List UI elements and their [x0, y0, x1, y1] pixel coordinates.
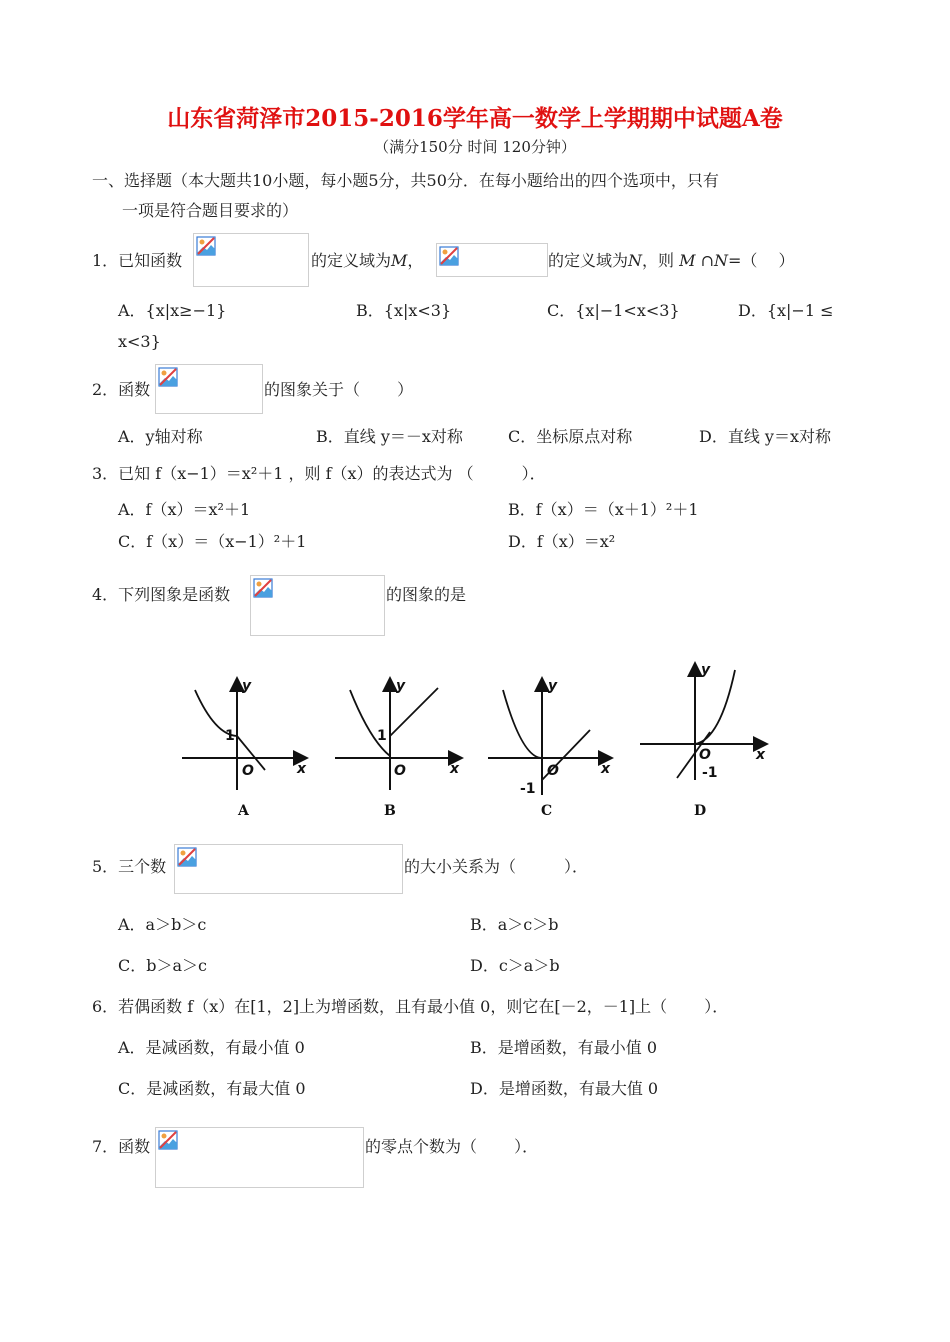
graph-b-y-label: y [396, 678, 406, 694]
q4-formula-image [250, 575, 385, 636]
q6-option-d: D．是增函数，有最大值 0 [470, 1079, 659, 1098]
q3-option-d: D．f（x）＝x² [508, 532, 616, 551]
q6-option-a: A．是减函数，有最小值 0 [118, 1038, 305, 1057]
graph-d-label: D [694, 803, 707, 819]
q3-option-a: A．f（x）＝x²＋1 [118, 500, 251, 519]
q1-text-c: ，则 [642, 251, 675, 270]
q5-option-b: B．a＞c＞b [470, 915, 559, 934]
q1-option-d-cont: x<3} [118, 332, 161, 351]
graph-a-x-label: x [297, 761, 307, 777]
graph-b-tick: 1 [377, 728, 387, 744]
q5-suffix: 的大小关系为（ ）． [404, 857, 589, 876]
broken-image-icon [177, 847, 197, 867]
q3-stem: 3．已知 f（x−1）＝x²＋1 ，则 f（x）的表达式为 （ ）． [92, 464, 546, 483]
q1-set-n2: N [714, 251, 729, 270]
q1-text-a: 的定义域为 [311, 251, 392, 270]
broken-image-icon [158, 367, 178, 387]
graph-b-label: B [384, 803, 396, 819]
broken-image-icon [253, 578, 273, 598]
q2-option-c: C．坐标原点对称 [508, 427, 633, 446]
section-heading: 一、选择题（本大题共10小题，每小题5分，共50分．在每小题给出的四个选项中，只有 [92, 171, 719, 190]
q1-option-a: A．{x|x≥−1} [118, 301, 227, 320]
graph-a-origin: O [242, 763, 254, 779]
q5-prefix: 5．三个数 [92, 857, 167, 876]
graph-a-tick: 1 [225, 728, 235, 744]
graph-b [335, 678, 460, 819]
q1-option-c: C．{x|−1<x<3} [547, 301, 680, 320]
q2-option-b: B．直线 y＝－x对称 [316, 427, 463, 446]
graph-c [488, 678, 611, 819]
graph-a-y-label: y [242, 678, 252, 694]
q1-option-d: D．{x|−1 ≤ [738, 301, 834, 320]
q2-option-d: D．直线 y＝x对称 [699, 427, 831, 446]
graph-b-x-label: x [450, 761, 460, 777]
graph-a [182, 678, 307, 819]
q6-option-c: C．是减函数，有最大值 0 [118, 1079, 306, 1098]
q2-prefix: 2．函数 [92, 380, 151, 399]
graph-d-tick: -1 [702, 765, 718, 781]
graph-d-x-label: x [756, 747, 766, 763]
q5-option-c: C．b＞a＞c [118, 956, 207, 975]
graph-d [640, 662, 766, 819]
page-title: 山东省菏泽市2015-2016学年高一数学上学期期中试题A卷 [167, 105, 783, 132]
graph-d-origin: O [699, 747, 711, 763]
q6-option-b: B．是增函数，有最小值 0 [470, 1038, 658, 1057]
q5-formula-image [174, 844, 403, 894]
q1-tail: =（ ） [728, 251, 795, 270]
q7-formula-image [155, 1127, 364, 1188]
q1-formula-image-1 [193, 233, 309, 287]
q2-suffix: 的图象关于（ ） [264, 380, 414, 399]
broken-image-icon [196, 236, 216, 256]
q1-set-m: M [391, 251, 408, 270]
exam-info: （满分150分 时间 120分钟） [374, 138, 576, 156]
q1-text-b: 的定义域为 [548, 251, 629, 270]
graph-d-y-label: y [701, 662, 711, 678]
q1-cap: ∩ [700, 251, 715, 270]
q3-option-c: C．f（x）＝（x−1）²＋1 [118, 532, 307, 551]
q1-prefix: 1．已知函数 [92, 251, 183, 270]
q2-option-a: A．y轴对称 [118, 427, 203, 446]
q4-prefix: 4．下列图象是函数 [92, 585, 231, 604]
q7-prefix: 7．函数 [92, 1137, 151, 1156]
q4-suffix: 的图象的是 [386, 585, 467, 604]
graph-c-tick: -1 [520, 781, 536, 797]
q7-suffix: 的零点个数为（ ）． [365, 1137, 539, 1156]
q4-graphs [170, 660, 790, 825]
q1-set-n: N [628, 251, 643, 270]
q1-set-m2: M [679, 251, 696, 270]
q3-option-b: B．f（x）＝（x＋1）²＋1 [508, 500, 699, 519]
q1-comma: ， [407, 251, 424, 270]
q6-stem: 6．若偶函数 f（x）在[1，2]上为增函数，且有最小值 0，则它在[－2，－1]上（ ）． [92, 997, 729, 1016]
q1-option-b: B．{x|x<3} [356, 301, 452, 320]
graph-c-label: C [541, 803, 553, 819]
broken-image-icon [158, 1130, 178, 1150]
q1-formula-image-2 [436, 243, 548, 277]
q2-formula-image [155, 364, 263, 414]
broken-image-icon [439, 246, 459, 266]
graph-c-y-label: y [548, 678, 558, 694]
graph-a-label: A [238, 803, 249, 819]
graph-c-origin: O [547, 763, 559, 779]
graph-b-origin: O [394, 763, 406, 779]
section-heading-cont: 一项是符合题目要求的） [122, 201, 299, 220]
graph-c-x-label: x [601, 761, 611, 777]
q5-option-a: A．a＞b＞c [118, 915, 207, 934]
q5-option-d: D．c＞a＞b [470, 956, 560, 975]
